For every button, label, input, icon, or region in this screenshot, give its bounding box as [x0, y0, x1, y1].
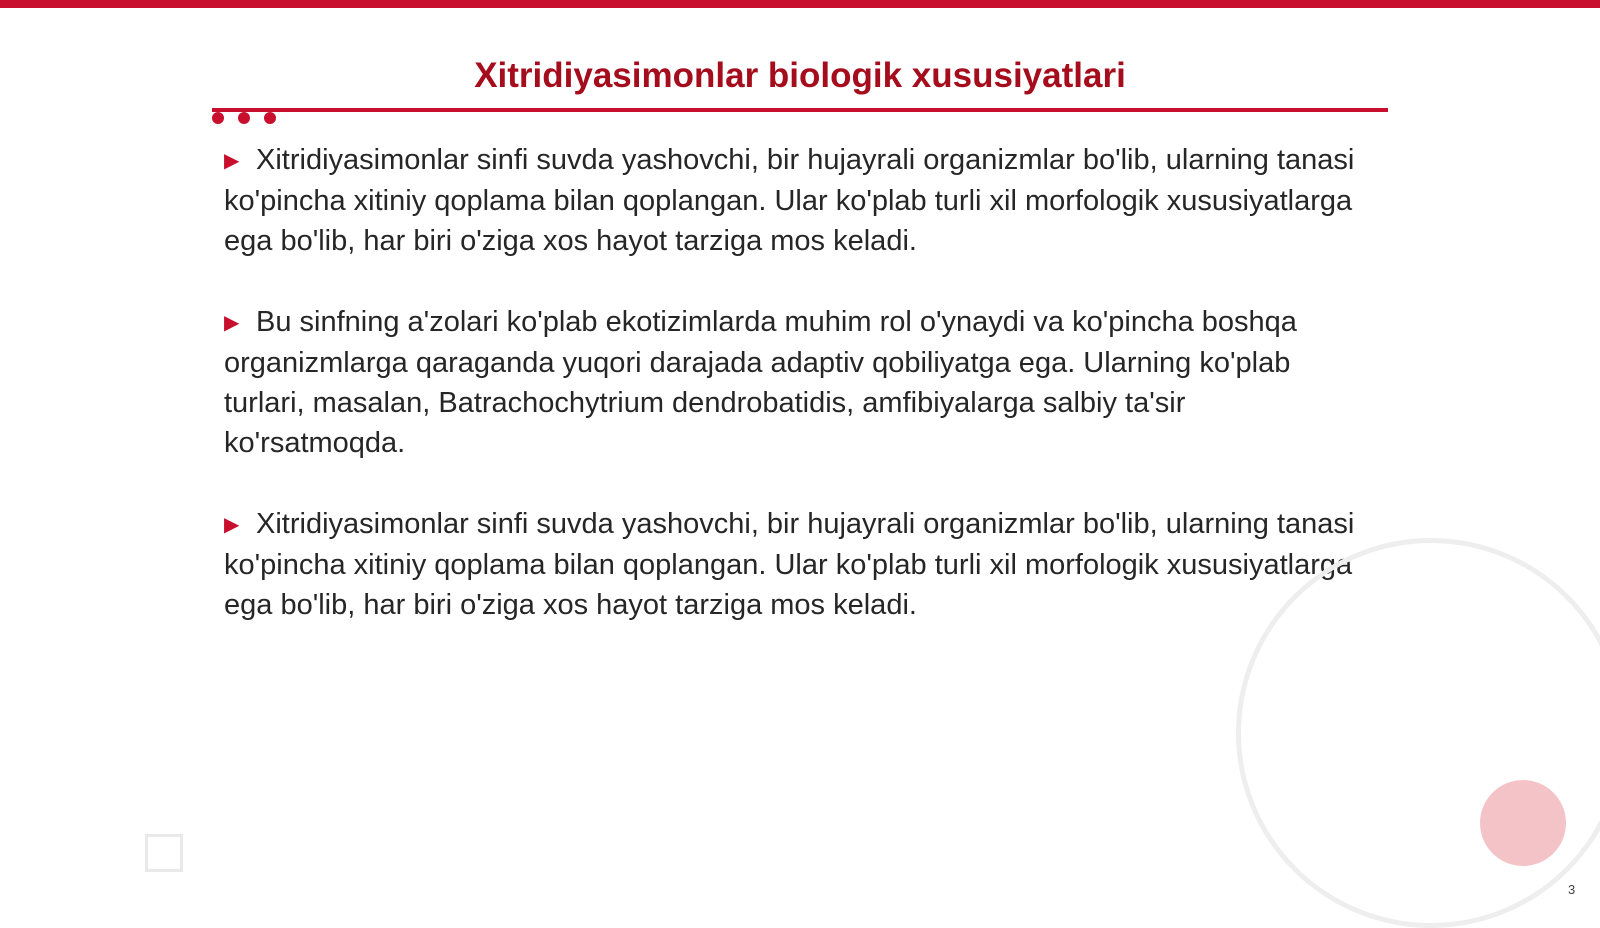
decorative-dot: [212, 112, 224, 124]
slide-title: Xitridiyasimonlar biologik xususiyatlari: [474, 56, 1126, 95]
top-accent-bar: [0, 0, 1600, 8]
bullet-paragraph: [224, 504, 1374, 625]
paragraph-text: Bu sinfning a'zolari ko'plab ekotizimlarda muhim rol o'ynaydi va ko'pincha boshqa organizmlarga qaraganda yuqori darajada adaptiv qobiliyatga ega. Ularning ko'plab turlari, masalan, Batrachochytrium dendrobatidis, amfibiyalarga salbiy ta'sir ko'rsatmoqda.: [224, 306, 1297, 459]
bullet-paragraph: [224, 302, 1374, 463]
slide-number: 3: [1568, 882, 1576, 897]
decorative-ring: [1236, 538, 1600, 928]
title-underline: [212, 108, 1388, 112]
paragraph-text: Xitridiyasimonlar sinfi suvda yashovchi, bir hujayrali organizmlar bo'lib, ularning tanasi ko'pincha xitiniy qoplama bilan qoplangan. Ular ko'plab turli xil morfologik xususiyatlarga ega bo'lib, har biri o'ziga xos hayot tarziga mos keladi.: [224, 144, 1355, 257]
bullet-list: [224, 140, 1374, 666]
bullet-paragraph: [224, 140, 1374, 261]
decorative-square: [145, 834, 183, 872]
paragraph-text: Xitridiyasimonlar sinfi suvda yashovchi, bir hujayrali organizmlar bo'lib, ularning tanasi ko'pincha xitiniy qoplama bilan qoplangan. Ular ko'plab turli xil morfologik xususiyatlarga ega bo'lib, har biri o'ziga xos hayot tarziga mos keladi.: [224, 508, 1355, 621]
bullet-arrow-icon: ▶: [224, 150, 240, 172]
bullet-arrow-icon: ▶: [224, 312, 240, 334]
bullet-arrow-icon: ▶: [224, 514, 240, 536]
decorative-dot: [264, 112, 276, 124]
decorative-dot: [238, 112, 250, 124]
decorative-circle: [1480, 780, 1566, 866]
